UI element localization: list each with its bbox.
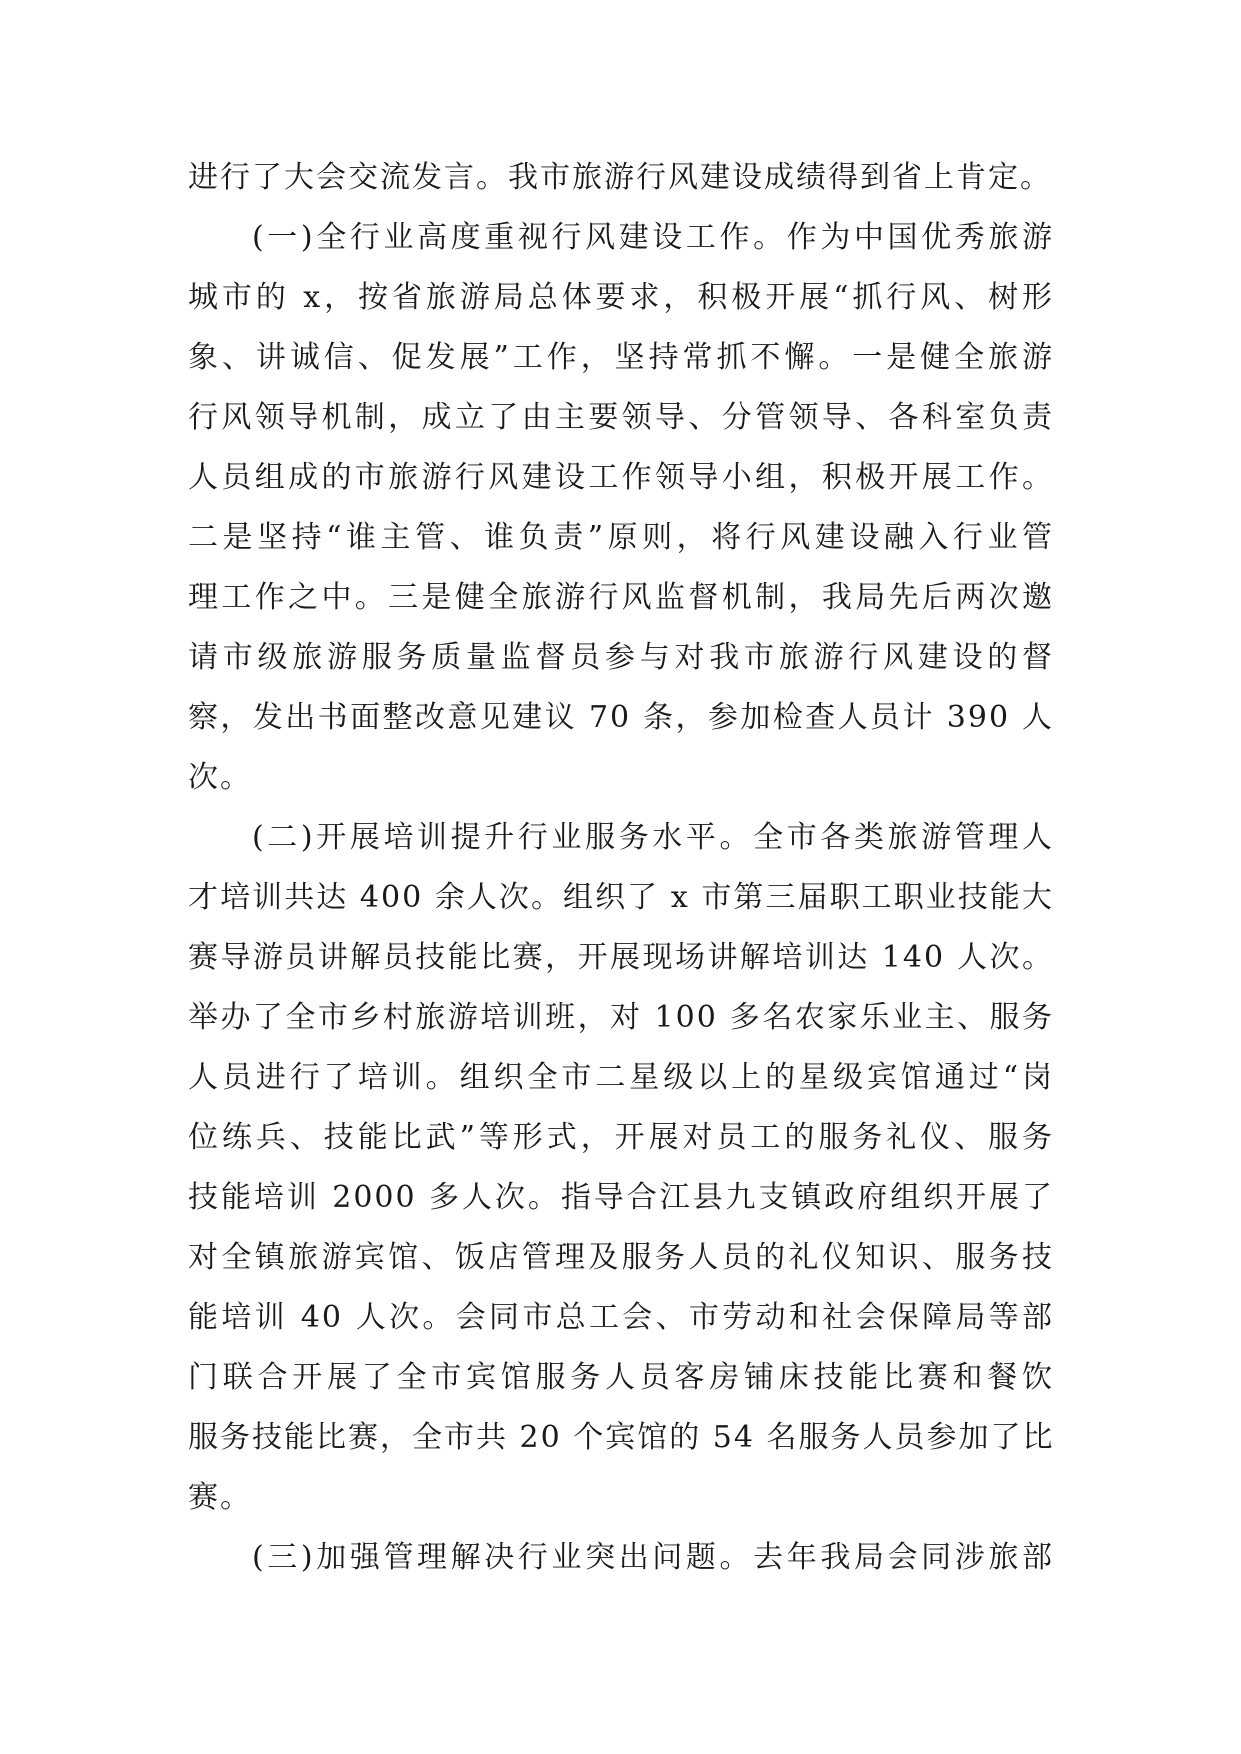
text-line: 举办了全市乡村旅游培训班，对 100 多名农家乐业主、服务 [188,1000,1054,1035]
text-line: 人员组成的市旅游行风建设工作领导小组，积极开展工作。 [188,460,1054,495]
text-line: 进行了大会交流发言。我市旅游行风建设成绩得到省上肯定。 [188,160,1052,195]
text-line: 请市级旅游服务质量监督员参与对我市旅游行风建设的督 [188,640,1054,675]
paragraph-section-1 [188,208,1054,808]
text-line: 二是坚持“谁主管、谁负责”原则，将行风建设融入行业管 [188,520,1054,555]
text-line: 人员进行了培训。组织全市二星级以上的星级宾馆通过“岗 [188,1060,1054,1095]
text-line: 才培训共达 400 余人次。组织了 x 市第三届职工职业技能大 [188,880,1054,915]
paragraph-intro-tail [188,148,1054,208]
text-line: 能培训 40 人次。会同市总工会、市劳动和社会保障局等部 [188,1300,1054,1335]
text-line: 位练兵、技能比武”等形式，开展对员工的服务礼仪、服务 [188,1120,1054,1155]
text-line: 服务技能比赛，全市共 20 个宾馆的 54 名服务人员参加了比 [188,1420,1055,1455]
section-heading-line: (一)全行业高度重视行风建设工作。作为中国优秀旅游 [252,220,1054,255]
text-line: 理工作之中。三是健全旅游行风监督机制，我局先后两次邀 [188,580,1054,615]
paragraph-section-3 [188,1528,1054,1588]
paragraph-section-2 [188,808,1054,1528]
text-line: 赛导游员讲解员技能比赛，开展现场讲解培训达 140 人次。 [188,940,1054,975]
text-line: 次。 [188,760,252,795]
text-line: 门联合开展了全市宾馆服务人员客房铺床技能比赛和餐饮 [188,1360,1054,1395]
document-page [188,148,1054,1588]
section-heading-line: (二)开展培训提升行业服务水平。全市各类旅游管理人 [252,820,1054,855]
text-line: 赛。 [188,1480,252,1515]
text-line: 技能培训 2000 多人次。指导合江县九支镇政府组织开展了 [188,1180,1054,1215]
text-line: 象、讲诚信、促发展”工作，坚持常抓不懈。一是健全旅游 [188,340,1054,375]
text-line: 行风领导机制，成立了由主要领导、分管领导、各科室负责 [188,400,1054,435]
text-line: 察，发出书面整改意见建议 70 条，参加检查人员计 390 人 [188,700,1054,735]
text-line: 对全镇旅游宾馆、饭店管理及服务人员的礼仪知识、服务技 [188,1240,1054,1275]
text-line: 城市的 x，按省旅游局总体要求，积极开展“抓行风、树形 [188,280,1054,315]
section-heading-line: (三)加强管理解决行业突出问题。去年我局会同涉旅部 [252,1540,1054,1575]
